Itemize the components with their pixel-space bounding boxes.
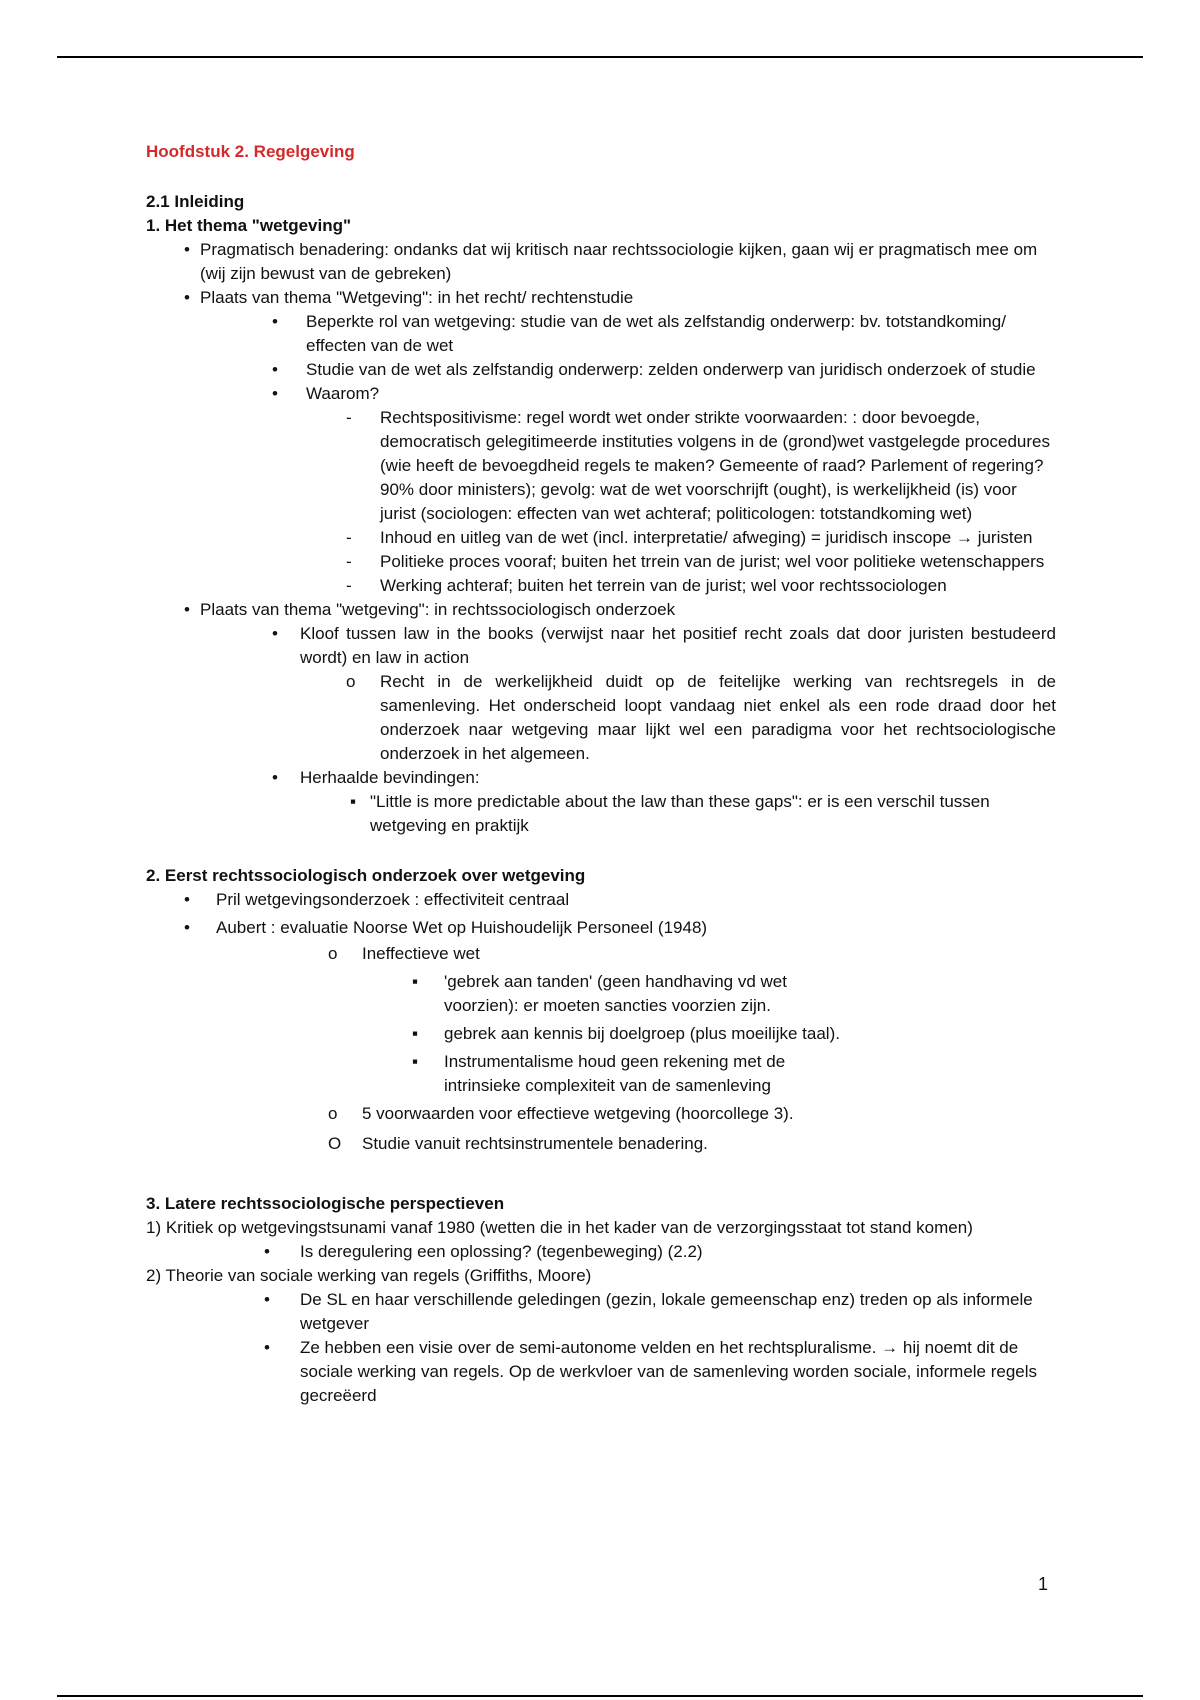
dash-marker: - [346, 552, 352, 571]
list-item [146, 598, 1056, 622]
list-item [146, 526, 1056, 550]
dash-marker: - [346, 528, 352, 547]
chapter-title: Hoofdstuk 2. Regelgeving [146, 142, 355, 161]
list-item-text: Is deregulering een oplossing? (tegenbeweging) (2.2) [300, 1242, 703, 1261]
list-item [146, 238, 1056, 286]
list-item-text: Pragmatisch benadering: ondanks dat wij kritisch naar rechtssociologie kijken, gaan wij er pragmatisch mee om (wij zijn bewust van de gebreken) [200, 240, 1038, 283]
list-item-text: "Little is more predictable about the law than these gaps": er is een verschil tussen wetgeving en praktijk [370, 792, 990, 835]
list-item-text: Instrumentalisme houd geen rekening met de intrinsieke complexiteit van de samenleving [444, 1052, 786, 1095]
square-marker: ▪ [412, 1024, 419, 1043]
list-item-text: Ineffectieve wet [362, 944, 480, 963]
document-page [146, 140, 1056, 1408]
header-rule [57, 56, 1143, 58]
list-item-text: Pril wetgevingsonderzoek : effectiviteit centraal [216, 890, 570, 909]
square-marker: ▪ [350, 792, 357, 811]
list-item-text: Aubert : evaluatie Noorse Wet op Huishoudelijk Personeel (1948) [216, 918, 708, 937]
list-item [146, 1132, 1056, 1156]
dash-marker: - [346, 576, 352, 595]
list-item [146, 550, 1056, 574]
numbered-item: 2) Theorie van sociale werking van regels (Griffiths, Moore) [146, 1266, 592, 1285]
list-item [146, 670, 1056, 766]
section-heading: 2.1 Inleiding [146, 192, 245, 211]
list-item-text: Plaats van thema "Wetgeving": in het recht/ rechtenstudie [200, 288, 634, 307]
list-item-text: Herhaalde bevindingen: [300, 768, 480, 787]
list-item-text: Ze hebben een visie over de semi-autonome velden en het rechtspluralisme. → hij noemt dit de sociale werking van regels. Op de werkvloer van de samenleving worden sociale, informele regels gecreëerd [300, 1338, 1038, 1405]
list-item [146, 574, 1056, 598]
bullet-marker: • [264, 1290, 270, 1309]
bullet-marker: • [184, 918, 190, 937]
list-item-text: Politieke proces vooraf; buiten het trrein van de jurist; wel voor politieke wetenschappers [380, 552, 1045, 571]
page-number: 1 [1038, 1574, 1049, 1594]
circle-marker: o [328, 944, 338, 963]
subsection-heading: 1. Het thema "wetgeving" [146, 216, 352, 235]
list-item [146, 1022, 1056, 1046]
list-item-text: Rechtspositivisme: regel wordt wet onder strikte voorwaarden: : door bevoegde, democratisch gelegitimeerde instituties volgens in de (grond)wet vastgelegde procedures (wie heeft de bevoegdheid regels te maken? Gemeente of raad? Parlement of regering? 90% door ministers); gevolg: wat de wet voorschrijft (ought), is werkelijkheid (is) voor jurist (sociologen: effecten van wet achteraf; politicologen: totstandkoming wet) [380, 408, 1050, 523]
circle-marker: o [346, 672, 356, 691]
bullet-marker: • [184, 240, 190, 259]
bullet-marker: • [272, 360, 278, 379]
bullet-marker: • [184, 890, 190, 909]
list-item-text: De SL en haar verschillende geledingen (gezin, lokale gemeenschap enz) treden op als informele wetgever [300, 1290, 1033, 1333]
list-item-text: Studie van de wet als zelfstandig onderwerp: zelden onderwerp van juridisch onderzoek of studie [306, 360, 1036, 379]
list-item [146, 790, 1056, 838]
list-item [146, 1102, 1056, 1126]
list-item [146, 888, 1056, 912]
list-item-text: 5 voorwaarden voor effectieve wetgeving (hoorcollege 3). [362, 1104, 794, 1123]
list-item-text: Kloof tussen law in the books (verwijst naar het positief recht zoals dat door juristen bestudeerd wordt) en law in action [300, 624, 1056, 667]
numbered-item: 1) Kritiek op wetgevingstsunami vanaf 1980 (wetten die in het kader van de verzorgingsstaat tot stand komen) [146, 1218, 973, 1237]
bullet-marker: • [272, 624, 278, 643]
list-item [146, 286, 1056, 310]
section-heading: 3. Latere rechtssociologische perspectieven [146, 1194, 505, 1213]
list-item [146, 1240, 1056, 1264]
bullet-marker: • [272, 768, 278, 787]
list-item [146, 310, 1056, 358]
list-item-text: gebrek aan kennis bij doelgroep (plus moeilijke taal). [444, 1024, 840, 1043]
list-item-text: Beperkte rol van wetgeving: studie van de wet als zelfstandig onderwerp: bv. totstandkoming/ effecten van de wet [306, 312, 1006, 355]
list-item [146, 1288, 1056, 1336]
square-marker: ▪ [412, 972, 419, 991]
list-item [146, 970, 834, 1018]
bullet-marker: • [264, 1338, 270, 1357]
bullet-marker: • [184, 600, 190, 619]
list-item [146, 916, 1056, 940]
list-item [146, 406, 1056, 526]
list-item-text: Recht in de werkelijkheid duidt op de feitelijke werking van rechtsregels in de samenleving. Het onderscheid loopt vandaag niet enkel als een rode draad door het onderzoek naar wetgeving maar lijkt wel een paradigma voor het rechtsociologische onderzoek in het algemeen. [380, 672, 1056, 763]
footer-rule [57, 1695, 1143, 1697]
list-item [146, 766, 1056, 790]
list-item-text: Werking achteraf; buiten het terrein van de jurist; wel voor rechtssociologen [380, 576, 947, 595]
list-item [146, 1336, 1056, 1408]
list-item [146, 1050, 864, 1098]
square-marker: ▪ [412, 1052, 419, 1071]
bullet-marker: • [272, 312, 278, 331]
circle-marker: o [328, 1104, 338, 1123]
section-heading: 2. Eerst rechtssociologisch onderzoek over wetgeving [146, 866, 586, 885]
list-item-text: Studie vanuit rechtsinstrumentele benadering. [362, 1134, 708, 1153]
list-item [146, 358, 1056, 382]
bullet-marker: • [272, 384, 278, 403]
dash-marker: - [346, 408, 352, 427]
list-item [146, 382, 1056, 406]
list-item-text: 'gebrek aan tanden' (geen handhaving vd wet voorzien): er moeten sancties voorzien zijn. [444, 972, 787, 1015]
list-item-text: Waarom? [306, 384, 380, 403]
list-item [146, 942, 1056, 966]
list-item [146, 622, 1056, 670]
bullet-marker: • [264, 1242, 270, 1261]
bullet-marker: • [184, 288, 190, 307]
list-item-text: Inhoud en uitleg van de wet (incl. interpretatie/ afweging) = juridisch inscope → juristen [380, 528, 1033, 547]
list-item-text: Plaats van thema "wetgeving": in rechtssociologisch onderzoek [200, 600, 676, 619]
circle-marker: O [328, 1134, 342, 1153]
